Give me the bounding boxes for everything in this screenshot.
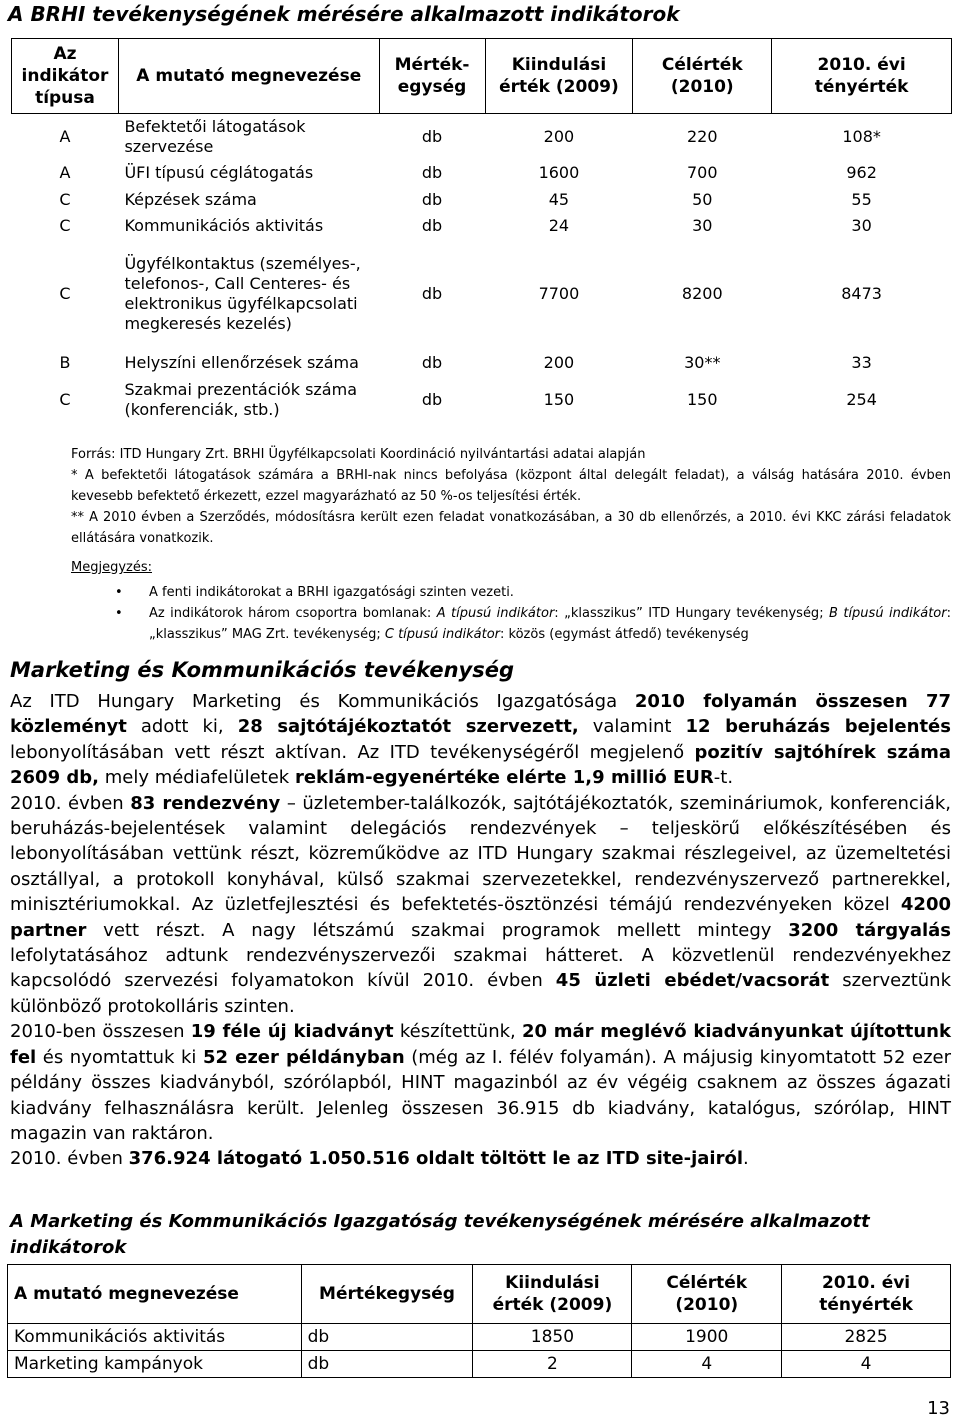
list-item	[115, 582, 951, 603]
cell-base: 24	[548, 215, 570, 235]
table-header-row	[12, 39, 952, 114]
note-bullet-2-g: : közös (egymást átfedő) tevékenység	[500, 627, 749, 642]
note-bullet-2-e: : „klasszikus” MAG Zrt. tevékenység;	[149, 606, 951, 642]
cell-target: 150	[687, 389, 718, 409]
note-title: Megjegyzés:	[71, 560, 152, 575]
cell-type: A	[59, 126, 71, 146]
col-header-actual: 2010. évi tényérték	[782, 1265, 951, 1324]
cell-target: 8200	[681, 283, 723, 303]
table-row	[12, 160, 952, 187]
cell-name: Marketing kampányok	[8, 1351, 302, 1378]
table-row	[8, 1351, 951, 1378]
cell-unit: db	[421, 215, 443, 235]
cell-actual: 254	[846, 389, 877, 409]
brhi-indicator-table	[11, 38, 952, 423]
cell-type: B	[59, 352, 71, 372]
heading-brhi-indicators: A BRHI tevékenységének mérésére alkalmazott indikátorok	[8, 2, 680, 26]
footnote-1: * A befektetői látogatások számára a BRHI-nak nincs befolyása (központ által delegált feladat), a válság hatására 2010. évben kevesebb befektető érkezett, ezzel magyarázható az 50 %-os teljesítési érték.	[71, 468, 951, 504]
cell-base: 45	[548, 189, 570, 209]
cell-target: 1900	[632, 1324, 782, 1351]
text-run: szerveztünk különböző protokolláris szinten.	[10, 970, 951, 1017]
indicator-c-label: C típusú indikátor	[384, 627, 501, 642]
bold-run: 19 féle új kiadványt	[190, 1021, 394, 1043]
bold-run: 12 beruházás bejelentés	[685, 716, 951, 738]
text-run: valamint	[578, 716, 686, 738]
cell-actual: 4	[782, 1351, 951, 1378]
note-bullet-1: A fenti indikátorokat a BRHI igazgatósági szinten vezeti.	[149, 585, 514, 600]
text-run: és nyomtattuk ki	[36, 1046, 203, 1068]
col-header-base: Kiindulási érték (2009)	[485, 39, 633, 114]
cell-base: 150	[543, 389, 575, 409]
bold-run: 376.924 látogató 1.050.516 oldalt töltött le az ITD site-jairól	[128, 1148, 744, 1170]
cell-unit: db	[421, 163, 443, 182]
note-bullet-2-c: : „klasszikus” ITD Hungary tevékenység;	[554, 606, 829, 621]
cell-name: Kommunikációs aktivitás	[124, 215, 324, 235]
cell-target: 220	[687, 126, 718, 146]
note-bullet-2-a: Az indikátorok három csoportra bomlanak:	[149, 606, 437, 621]
cell-unit: db	[301, 1351, 473, 1378]
bold-run: 4200 partner	[10, 894, 951, 941]
paragraph	[10, 1146, 951, 1171]
cell-actual: 55	[851, 189, 872, 209]
cell-actual: 30	[851, 215, 872, 235]
text-run: (még az I. félév folyamán). A májusig kinyomtatott 52 ezer példány összes kiadványból, szórólapból, HINT magazinból az év végéig csaknem az összes ágazati kiadvány felhasználásra került. Jelenleg összesen 36.915 db kiadvány, katalógus, szórólap, HINT magazin van raktáron.	[10, 1046, 951, 1144]
cell-target: 700	[687, 163, 718, 182]
paragraph	[10, 791, 951, 1020]
bold-run: 3200 tárgyalás	[788, 919, 951, 941]
col-header-unit: Mértékegység	[301, 1265, 473, 1324]
table-row	[12, 187, 952, 213]
col-header-actual: 2010. évi tényérték	[772, 39, 952, 114]
text-run: lebonyolításában vett részt aktívan. Az ITD tevékenységéről megjelenő	[10, 741, 695, 763]
cell-unit: db	[421, 283, 443, 303]
cell-type: A	[59, 163, 71, 182]
text-run: mely médiafelületek	[98, 767, 295, 789]
cell-target: 30**	[684, 352, 721, 372]
text-run: 2010-ben összesen	[10, 1021, 191, 1043]
text-run: -t.	[713, 767, 734, 789]
bold-run: 45 üzleti ebédet/vacsorát	[555, 970, 830, 992]
footnote-2: ** A 2010 évben a Szerződés, módosításra került ezen feladat vonatkozásában, a 30 db ellenőrzés, a 2010. évi KKC zárási feladatok ellátására vonatkozik.	[71, 510, 951, 546]
text-run: – üzletember-találkozók, sajtótájékoztatók, szemináriumok, konferenciák, beruházás-bejelentések valamint delegációs rendezvények – teljeskörű előkészítésében és lebonyolításában vettünk részt, közreműködve az ITD Hungary szakmai részlegeivel, az üzemeltetési osztállyal, a protokoll konyhával, külső szakmai szervezetekkel, rendezvényszervező partnerekkel, minisztériumokkal. Az üzletfejlesztési és befektetés-ösztönzési témájú rendezvényeken közel	[10, 792, 952, 916]
cell-unit: db	[421, 126, 443, 146]
text-run: Az ITD Hungary Marketing és Kommunikációs Igazgatósága	[10, 691, 635, 712]
cell-actual: 33	[851, 352, 872, 372]
marketing-body-text	[10, 689, 951, 1172]
cell-name: Kommunikációs aktivitás	[8, 1324, 302, 1351]
bold-run: 28 sajtótájékoztatót szervezett,	[237, 716, 579, 738]
table-row	[8, 1324, 951, 1351]
text-run: 2010. évben	[10, 1148, 129, 1170]
cell-name: Helyszíni ellenőrzések száma	[124, 352, 359, 372]
cell-base: 1850	[473, 1324, 632, 1351]
page-number: 13	[927, 1398, 950, 1419]
col-header-base: Kiindulási érték (2009)	[473, 1265, 632, 1324]
cell-name: ÜFI típusú céglátogatás	[124, 163, 314, 182]
cell-unit: db	[421, 189, 443, 209]
cell-type: C	[59, 215, 71, 235]
paragraph	[10, 1019, 951, 1146]
cell-target: 30	[692, 215, 713, 235]
col-header-unit: Mérték-egység	[379, 39, 485, 114]
cell-target: 4	[632, 1351, 782, 1378]
cell-target: 50	[692, 189, 713, 209]
heading-marketing: Marketing és Kommunikációs tevékenység	[10, 658, 514, 682]
cell-actual: 2825	[782, 1324, 951, 1351]
cell-name: Képzések száma	[124, 189, 257, 209]
indicator-b-label: B típusú indikátor	[829, 606, 947, 621]
indicator-a-label: A típusú indikátor	[436, 606, 555, 621]
bullet-icon: •	[115, 606, 123, 621]
cell-name: Szakmai prezentációk száma (konferenciák, stb.)	[124, 379, 357, 419]
cell-base: 1600	[538, 163, 580, 182]
table-row	[12, 377, 952, 423]
bold-run: reklám-egyenértéke elérte 1,9 millió EUR	[294, 767, 714, 789]
paragraph	[10, 689, 951, 791]
note-list	[71, 582, 951, 645]
cell-unit: db	[301, 1324, 473, 1351]
table-source-notes	[71, 444, 951, 645]
text-run: .	[743, 1148, 749, 1170]
cell-type: C	[59, 283, 71, 303]
bold-run: 20 már meglévő kiadványunkat újítottunk fel	[10, 1021, 951, 1068]
cell-actual: 962	[846, 163, 877, 182]
cell-name: Ügyfélkontaktus (személyes-, telefonos-, Call Centeres- és elektronikus ügyfélkapcsolati megkeresés kezelés)	[124, 253, 361, 333]
bold-run: 83 rendezvény	[130, 792, 281, 814]
col-header-target: Célérték (2010)	[632, 1265, 782, 1324]
text-run: vett részt. A nagy létszámú szakmai programok mellett mintegy	[86, 919, 789, 941]
cell-unit: db	[421, 389, 443, 409]
bold-run: 52 ezer példányban	[202, 1046, 405, 1068]
table-row	[12, 213, 952, 239]
text-run: lefolytatásához adtunk rendezvényszervezői szakmai hátteret. A közvetlenül rendezvényekhez kapcsolódó szervezési folyamatokon kívül 2010. évben	[10, 945, 951, 992]
cell-actual: 8473	[841, 283, 882, 303]
heading-marketing-indicators: A Marketing és Kommunikációs Igazgatóság tevékenységének mérésére alkalmazott indikátorok	[10, 1211, 870, 1258]
cell-base: 200	[543, 352, 575, 372]
table-row	[12, 239, 952, 349]
col-header-name: A mutató megnevezése	[118, 39, 379, 114]
cell-base: 200	[543, 126, 575, 146]
table-row	[12, 349, 952, 377]
cell-type: C	[59, 189, 71, 209]
bold-run: pozitív sajtóhírek száma 2609 db,	[10, 741, 951, 789]
cell-base: 2	[473, 1351, 632, 1378]
text-run: adott ki,	[126, 716, 238, 738]
bullet-icon: •	[115, 585, 123, 600]
cell-type: C	[59, 389, 71, 409]
col-header-name: A mutató megnevezése	[8, 1265, 302, 1324]
marketing-indicator-table	[7, 1264, 951, 1378]
table-header-row	[8, 1265, 951, 1324]
text-run: készítettünk,	[393, 1021, 522, 1043]
source-line: Forrás: ITD Hungary Zrt. BRHI Ügyfélkapcsolati Koordináció nyilvántartási adatai alapján	[71, 447, 646, 462]
cell-name: Befektetői látogatások szervezése	[124, 116, 306, 156]
col-header-target: Célérték (2010)	[633, 39, 772, 114]
text-run: 2010. évben	[10, 792, 131, 814]
cell-actual: 108*	[842, 126, 881, 146]
cell-unit: db	[421, 352, 443, 372]
table-row	[12, 114, 952, 160]
col-header-type: Az indikátor típusa	[12, 39, 119, 114]
bold-run: 2010 folyamán összesen 77 közleményt	[10, 691, 951, 738]
cell-base: 7700	[538, 283, 580, 303]
list-item	[115, 603, 951, 645]
